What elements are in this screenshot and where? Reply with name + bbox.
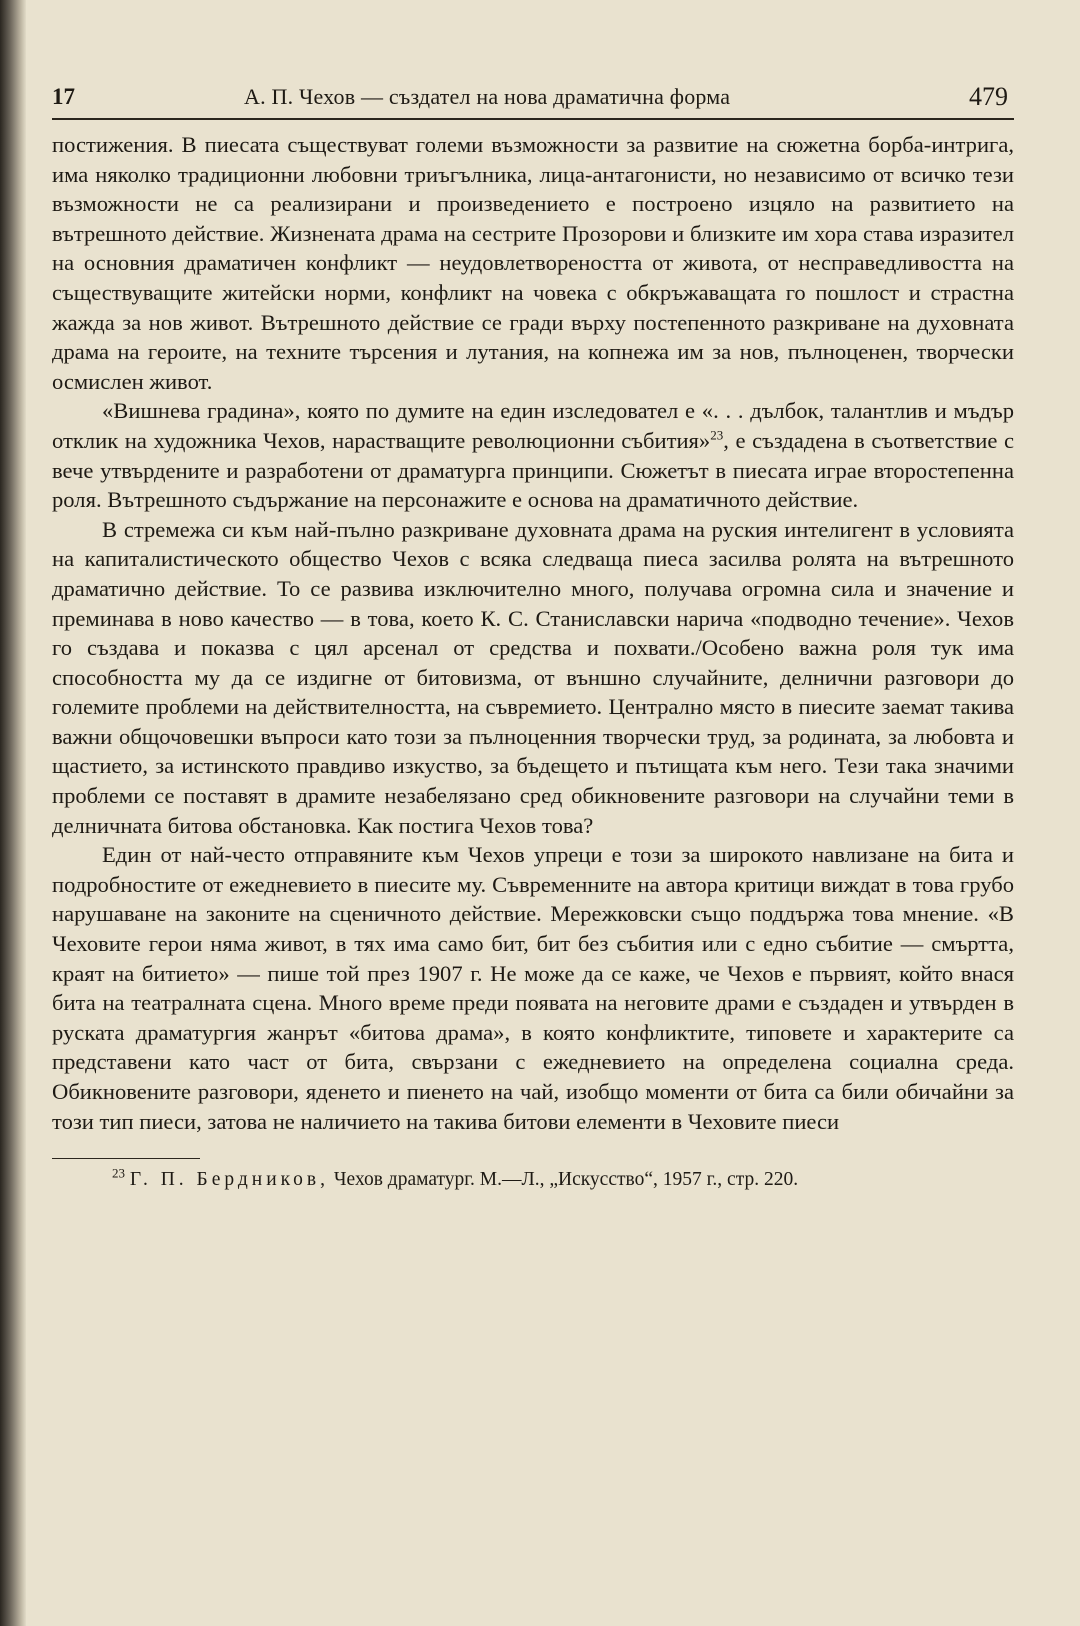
running-head	[52, 78, 1014, 120]
paragraph-text: «Вишнева градина», която по думите на един изследовател е «. . . дълбок, талантлив и мъдър отклик на художника Чехов, нарастващите революционни събития»	[52, 398, 1014, 453]
footnote-number: 23	[112, 1165, 125, 1181]
paragraph-text: Един от най-често отправяните към Чехов упреци е този за широкото навлизане на бита и подробностите от ежедневието в пиесите му. Съвременните на автора критици виждат в това грубо нарушаване на законите на сценичното действие. Мережковски също поддържа това мнение. «В Чеховите герои няма живот, в тях има само бит, бит без събития или с едно събитие — смъртта, краят на битието» — пише той през 1907 г. Не може да се каже, че Чехов е първият, който внася бита на театралната сцена. Много време преди появата на неговите драми е създаден и утвърден в руската драматургия жанрът «битова драма», в която конфликтите, типовете и характерите са представени като част от бита, свързани с ежедневието на определена социална среда. Обикновените разговори, яденето и пиенето на чай, изобщо моменти от бита са били обичайни за този тип пиеси, затова не наличието на такива битови елементи в Чеховите пиеси	[52, 842, 1014, 1134]
footnote-rule	[52, 1158, 200, 1159]
body-text	[52, 130, 1014, 1136]
paragraph-text: В стремежа си към най-пълно разкриване духовната драма на руския интелигент в условията на капиталистическото общество Чехов с всяка следваща пиеса засилва ролята на вътрешното драматично действие. То се развива изключително много, получава огромна сила и значение и преминава в ново качество — в това, което К. С. Станиславски нарича «подводно течение». Чехов го създава и показва с цял арсенал от средства и похвати./Особено важна роля тук има способността му да се издигне от битовизма, от външно случайните, делнични разговори до големите проблеми на действителността, на съвремието. Централно място в пиесите заемат такива важни общочовешки въпроси като този за пълноценния творчески труд, за родината, за любовта и щастието, за истинското правдиво изкуство, за бъдещето и пътищата към него. Тези така значими проблеми се поставят в драмите незабелязано сред обикновените разговори на случайни теми в делничната битова обстановка. Как постига Чехов това?	[52, 516, 1014, 838]
paragraph	[52, 515, 1014, 841]
signature-mark: 17	[52, 84, 75, 109]
book-binding-edge	[0, 0, 26, 1626]
paragraph	[52, 396, 1014, 514]
running-title: А. П. Чехов — създател на нова драматична форма	[244, 84, 731, 109]
footnote-ref: 23	[710, 427, 724, 443]
page-number: 479	[969, 82, 1008, 111]
book-page	[52, 78, 1014, 1193]
paragraph-text: , е създадена в съответствие с вече утвърдените и разработени от драматурга принципи. Сюжетът в пиесата играе второстепенна роля. Вътрешното съдържание на персонажите е основа на драматичното действие.	[52, 427, 1015, 513]
footnote	[52, 1167, 1014, 1193]
paragraph	[52, 130, 1014, 396]
footnote-author: Г. П. Бердников,	[129, 1169, 329, 1191]
paragraph-text: постижения. В пиесата съществуват големи възможности за развитие на сюжетна борба-интрига, има няколко традиционни любовни триъгълника, лица-антагонисти, но независимо от всичко тези възможности не са реализирани и произведението е построено изцяло на развитието на вътрешното действие. Жизнената драма на сестрите Прозорови и близките им хора става изразител на основния драматичен конфликт — неудовлетвореността от живота, от несправедливостта на съществуващите житейски норми, конфликт на човека с обкръжаващата го пошлост и страстна жажда за нов живот. Вътрешното действие се гради върху постепенното разкриване на духовната драма на героите, на техните търсения и лутания, на копнежа им за нов, пълноценен, творчески осмислен живот.	[52, 132, 1014, 394]
paragraph	[52, 840, 1014, 1136]
footnote-citation: Чехов драматург. М.—Л., „Искусство“, 1957 г., стр. 220.	[333, 1169, 799, 1191]
